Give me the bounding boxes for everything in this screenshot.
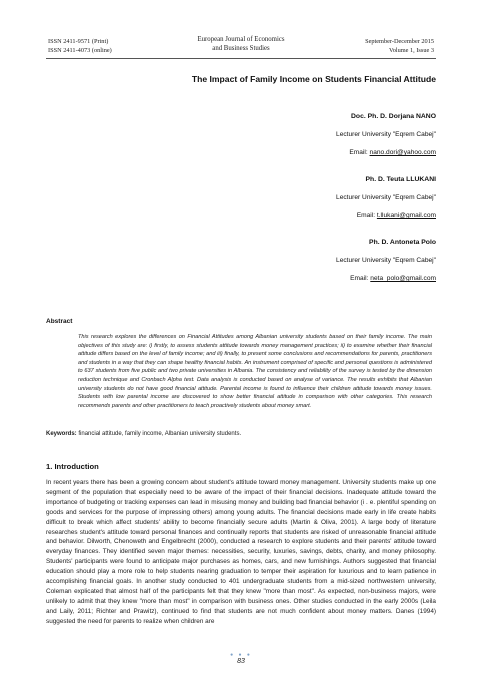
- footer-dots: ● ● ●: [230, 652, 252, 658]
- keywords-line: [46, 431, 241, 437]
- author-name: Ph. D. Teuta LLUKANI: [365, 176, 436, 183]
- email-label: Email:: [349, 149, 370, 156]
- author-1: [136, 112, 436, 157]
- section-heading: 1. Introduction: [46, 462, 99, 471]
- journal-name-line1: European Journal of Economics: [197, 36, 285, 43]
- keywords-text: financial attitude, family income, Albanian university students.: [76, 431, 242, 437]
- header-issue: [365, 37, 434, 55]
- paper-title: The Impact of Family Income on Students Financial Attitude: [191, 74, 436, 84]
- journal-name-line2: and Business Studies: [212, 45, 270, 52]
- author-block: [136, 112, 436, 301]
- abstract-heading: Abstract: [46, 318, 73, 325]
- author-affiliation: Lecturer University "Eqrem Cabej": [336, 131, 436, 138]
- author-name: Ph. D. Antoneta Polo: [369, 239, 436, 246]
- page-number: 83: [237, 658, 245, 665]
- issn-online: ISSN 2411-4073 (online): [48, 47, 112, 54]
- issue-volume: Volume 1, Issue 3: [388, 47, 434, 54]
- email-label: Email:: [350, 275, 371, 282]
- author-email-link[interactable]: t.llukani@gmail.com: [376, 212, 436, 219]
- author-email-line: [136, 148, 436, 157]
- header-rule: [46, 58, 436, 59]
- abstract-text: This research explores the differences on Financial Attitudes among Albanian university students based on their family income. The main objectives of this study are: i) firstly, to assess students attitude towards money management practices; ii) to examine whether their financial attitude differs based on the level of family income; and iii) finally, to present some conclusions and recommendations for parents, practitioners and students in a way that they can shape healthy financial habits. An instrument comprised of specific and personal questions is administered to 637 students from five public and two private universities in Albania. The consistency and reliability of the survey is tested by the dimension reduction technique and Cronbach Alpha test. Data analysis is conducted based on analyse of variance. The results exhibits that Albanian university students do not have good financial attitude. Parental income is found to influence their children attitude towards money issues. Students with low parental income are discovered to show better financial attitude in comparison with other categories. This research recommends parents and other practitioners to teach proactively students about money smart.: [78, 334, 432, 409]
- author-name: Doc. Ph. D. Dorjana NANO: [351, 113, 436, 120]
- author-email-line: [136, 211, 436, 220]
- author-email-link[interactable]: neta_polo@gmail.com: [370, 275, 436, 282]
- author-3: [136, 238, 436, 283]
- keywords-label: Keywords:: [46, 431, 77, 437]
- email-label: Email:: [356, 212, 377, 219]
- author-email-line: [136, 274, 436, 283]
- section-body: In recent years there has been a growing concern about student's attitude toward money management. University students make up one segment of the population that especially need to be aware of the impact of their financial decisions. Inadequate attitude toward the importance of budgeting or tracking expenses can lead in misusing money and building bad financial behavior (i . e. plentiful spending on goods and services for the purpose of impressing others) among young adults. The financial decisions made early in life create habits difficult to break which affect students' ability to become financially secure adults (Martin & Oliva, 2001). A large body of literature researches student's attitude toward personal finances and continually reports that students are risked of unreasonable financial attitude and behavior. Dilworth, Chenoweth and Engelbrecht (2000), conducted a research to explore students and their parents' attitude toward everyday finances. They identified seven major themes: necessities, security, luxuries, savings, debts, charity, and money philosophy. Students' participants were found to anticipate major purchases as homes, cars, and new furnishings. Authors suggested that financial education should play a more role to help students nearing graduation to temper their aspiration for luxurious and to learn patience in accomplishing financial goals. In another study conducted to 401 undergraduate students from a mid-sized northwestern university, Coleman explicated that almost half of the participants felt that they knew "more than most". As expected, non-business majors, were unlikely to admit that they knew "more than most" in comparison with business ones. Other studies conducted in the early 2000s (Leila and Laily, 2011; Richter and Prawitz), continued to find that students are not much confident about money matters. Danes (1994) suggested the need for parents to realize when children are: [46, 479, 436, 625]
- author-2: [136, 175, 436, 220]
- issue-date: September-December 2015: [365, 38, 434, 45]
- issn-print: ISSN 2411-9571 (Print): [48, 38, 109, 45]
- author-email-link[interactable]: nano.dori@yahoo.com: [369, 149, 436, 156]
- author-affiliation: Lecturer University "Eqrem Cabej": [336, 257, 436, 264]
- author-affiliation: Lecturer University "Eqrem Cabej": [336, 194, 436, 201]
